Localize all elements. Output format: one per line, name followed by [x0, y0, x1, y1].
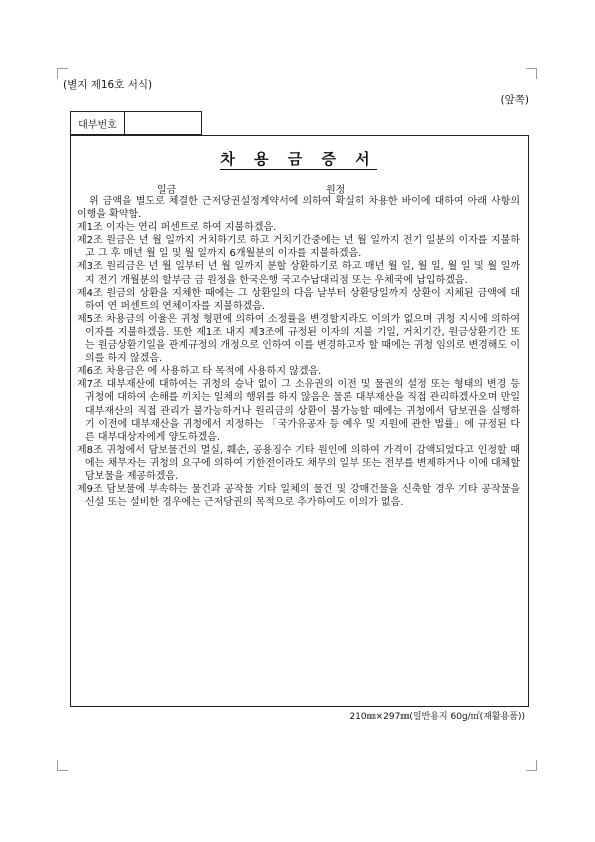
paper-spec-note: 210㎜×297㎜(일반용지 60g/㎡(재활용품)) [349, 712, 525, 722]
loan-number-box [70, 111, 202, 135]
crop-mark-top-right [526, 68, 537, 79]
article-9: 제9조 담보물에 부속하는 물건과 공작물 기타 일체의 물건 및 강매건물을 신축할 경우 기타 공작물을 신설 또는 설비한 경우에는 근저당권의 목적으로 추가하여도 이의가 없음. [77, 484, 520, 509]
article-4: 제4조 원금의 상환을 지체한 때에는 그 상환일의 다음 날부터 상환당일까지 상환이 지체된 금액에 대하여 연 퍼센트의 연체이자를 지불하겠음. [77, 287, 520, 312]
article-5: 제5조 차용금의 이율은 귀청 형편에 의하여 소정률을 변경할지라도 이의가 없으며 귀청 지시에 의하여 이자를 지불하겠음. 또한 제1조 내지 제3조에 규정된 이자의 지불 기일, 거치기간, 원금상환기간 또는 원금상환기일을 관계규정의 개정으로 인하여 이를 변경하고자 할 때에는 귀청 임의로 변경해도 이의를 하지 않겠음. [77, 313, 520, 365]
amount-label: 일금 [157, 185, 177, 196]
article-8: 제8조 귀청에서 담보물건의 멸실, 훼손, 공용징수 기타 원인에 의하여 가격이 감액되었다고 인정할 때에는 채무자는 귀청의 요구에 의하여 기한전이라도 채무의 일부 또는 전부를 변제하거나 이에 대체할 담보물을 제공하겠음. [77, 444, 520, 482]
article-6: 제6조 차용금은 에 사용하고 타 목적에 사용하지 않겠음. [77, 366, 322, 378]
amount-unit: 원정 [326, 185, 346, 196]
crop-mark-bottom-left [57, 760, 68, 771]
article-7: 제7조 대부재산에 대하여는 귀청의 승낙 없이 그 소유권의 이전 및 물권의 설정 또는 형태의 변경 등 귀청에 대하여 손해를 끼치는 일체의 행위를 하지 않음은 물론 대부재산을 직접 관리하겠사오며 만일 대부재산의 직접 관리가 불가능하거나 원리금의 상환이 불가능할 때에는 귀청에서 담보권을 실행하기 이전에 대부재산을 귀청에서 지정하는 「국가유공자 등 예우 및 지원에 관한 법률」에 규정된 다른 대부대상자에게 양도하겠음. [77, 379, 520, 443]
article-2: 제2조 원금은 년 월 일까지 거치하기로 하고 거치기간중에는 년 월 일까지 전기 일분의 이자를 지불하고 그 후 매년 월 일 및 월 일까지 6개월분의 이자를 지불하겠음. [77, 235, 520, 260]
article-3: 제3조 원리금은 년 월 일부터 년 월 일까지 분할 상환하기로 하고 매년 월 일, 월 일, 월 일 및 월 일까지 전기 개월분의 할부금 금 원정을 한국은행 국고수납대리점 또는 우체국에 납입하겠음. [77, 261, 520, 286]
article-1: 제1조 이자는 연리 퍼센트로 하여 지불하겠음. [77, 222, 277, 234]
form-number-label: (별지 제16호 서식) [63, 79, 153, 91]
amount-line [77, 181, 520, 195]
certificate-body [70, 135, 529, 707]
loan-number-label: 대부번호 [71, 112, 125, 134]
loan-number-field[interactable] [125, 112, 201, 134]
intro-paragraph: 위 금액을 별도로 체결한 근저당권설정계약서에 의하여 확실히 차용한 바이에 대하여 아래 사항의 이행을 확약함. [77, 196, 520, 221]
crop-mark-bottom-right [526, 760, 537, 771]
front-side-label: (앞쪽) [500, 94, 529, 106]
document-title: 차 용 금 증 서 [220, 150, 377, 168]
